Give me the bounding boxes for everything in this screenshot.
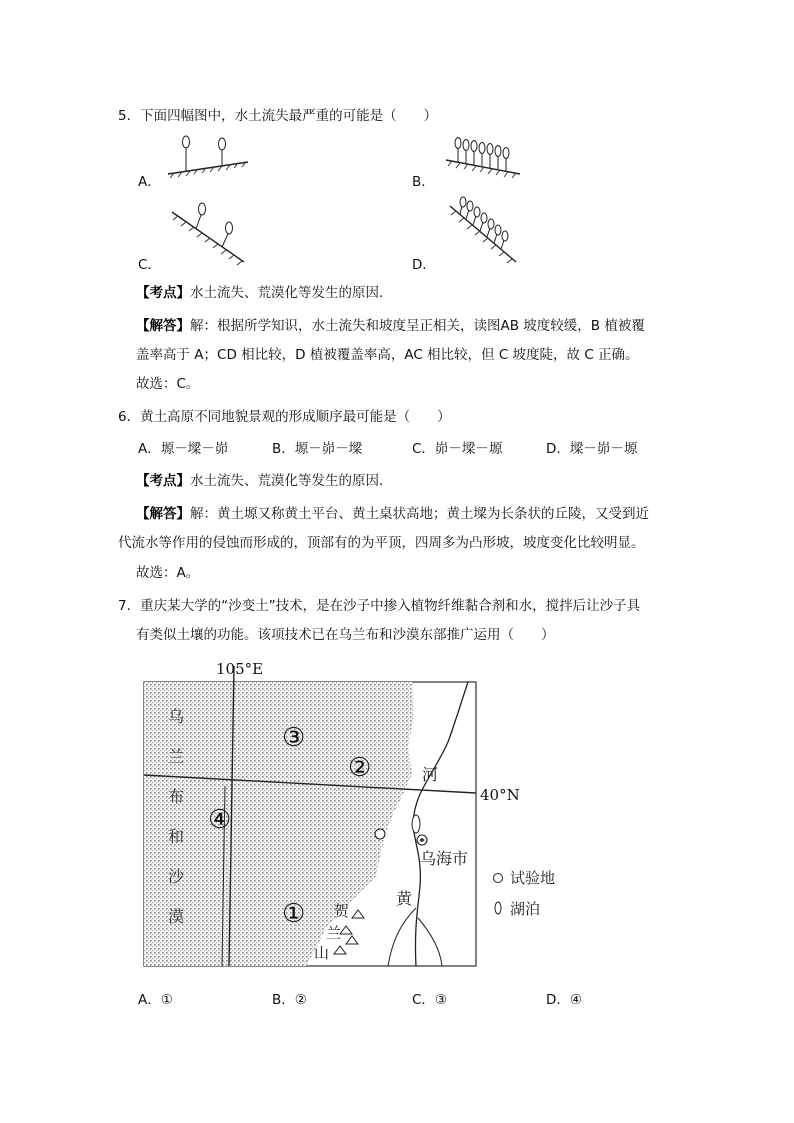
q5-option-a-label[interactable]: A． — [138, 174, 161, 190]
lon-label: 105°E — [216, 660, 264, 678]
desert-char-4: 和 — [168, 827, 185, 846]
q6-jieda-line2: 代流水等作用的侵蚀而形成的，顶部有的为平顶，四周多为凸形坡，坡度变化比较明显。 — [118, 535, 645, 551]
q6-option-b[interactable]: B．塬－峁－墚 — [272, 441, 363, 457]
legend-lake-label: 湖泊 — [510, 900, 541, 918]
river-label-he: 河 — [422, 765, 439, 784]
lake-symbol — [412, 815, 420, 833]
q6-option-d[interactable]: D．墚－峁－塬 — [546, 441, 638, 457]
legend-lake-icon — [495, 902, 501, 914]
desert-char-5: 沙 — [168, 867, 185, 886]
q6-option-c[interactable]: C．峁－墚－塬 — [412, 441, 503, 457]
lat-label: 40°N — [480, 786, 520, 804]
q6-kaodian — [136, 469, 393, 489]
q5-figure-a — [164, 128, 254, 178]
river-label-huang: 黄 — [396, 889, 413, 908]
q5-jieda-line2: 盖率高于 A；CD 相比较，D 植被覆盖率高，AC 相比较，但 C 坡度陡，故 C 正确。 — [136, 347, 639, 363]
kaodian-tag: 【考点】 — [136, 285, 190, 301]
q5-kaodian — [136, 281, 393, 301]
q5-figure-d — [446, 196, 522, 270]
q5-figure-c — [168, 200, 248, 270]
city-label: 乌海市 — [420, 849, 469, 868]
q7-map — [130, 656, 570, 972]
kaodian-text: 水土流失、荒漠化等发生的原因． — [190, 285, 393, 301]
q6-jieda-line1 — [136, 502, 649, 522]
legend-test-site-icon — [494, 874, 503, 883]
q5-option-c-label[interactable]: C． — [138, 257, 161, 273]
q5-answer: 故选：C。 — [136, 376, 200, 392]
q6-answer: 故选：A。 — [136, 565, 200, 581]
region-3: ③ — [282, 723, 306, 753]
q5-jieda-line1 — [136, 314, 645, 334]
q5-option-b-label[interactable]: B． — [412, 174, 435, 190]
region-4: ④ — [208, 805, 232, 835]
jieda-tag: 【解答】 — [136, 318, 190, 334]
legend-test-site-label: 试验地 — [510, 869, 556, 887]
jieda-text: 解：根据所学知识，水土流失和坡度呈正相关，读图AB 坡度较缓，B 植被覆 — [190, 318, 645, 334]
q5-stem: 5．下面四幅图中，水土流失最严重的可能是（ ） — [118, 108, 438, 124]
q6-stem: 6．黄土高原不同地貌景观的形成顺序最可能是（ ） — [118, 409, 451, 425]
kaodian-tag: 【考点】 — [136, 473, 190, 489]
q5-option-d-label[interactable]: D． — [412, 257, 436, 273]
q7-option-a[interactable]: A．① — [138, 992, 173, 1008]
mountain-char-3: 山 — [314, 944, 330, 962]
q7-stem-line2: 有类似土壤的功能。该项技术已在乌兰布和沙漠东部推广运用（ ） — [136, 627, 555, 643]
jieda-text: 解：黄土塬又称黄土平台、黄土桌状高地；黄土墚为长条状的丘陵，又受到近 — [190, 506, 649, 522]
test-site-symbol — [375, 829, 385, 839]
q7-stem-line1: 7．重庆某大学的“沙变土”技术，是在沙子中掺入植物纤维黏合剂和水，搅拌后让沙子具 — [118, 598, 641, 614]
desert-char-2: 兰 — [168, 747, 185, 766]
desert-char-3: 布 — [168, 787, 185, 806]
kaodian-text: 水土流失、荒漠化等发生的原因． — [190, 473, 393, 489]
mountain-char-2: 兰 — [326, 924, 342, 942]
q7-option-b[interactable]: B．② — [272, 992, 307, 1008]
q7-option-d[interactable]: D．④ — [546, 992, 582, 1008]
q6-option-a[interactable]: A．塬－墚－峁 — [138, 441, 229, 457]
desert-char-6: 漠 — [168, 907, 185, 926]
desert-char-1: 乌 — [168, 707, 185, 726]
jieda-tag: 【解答】 — [136, 506, 190, 522]
region-1: ① — [282, 899, 306, 929]
mountain-char-1: 贺 — [334, 902, 350, 920]
q5-figure-b — [444, 132, 526, 182]
q7-option-c[interactable]: C．③ — [412, 992, 448, 1008]
region-2: ② — [348, 753, 372, 783]
